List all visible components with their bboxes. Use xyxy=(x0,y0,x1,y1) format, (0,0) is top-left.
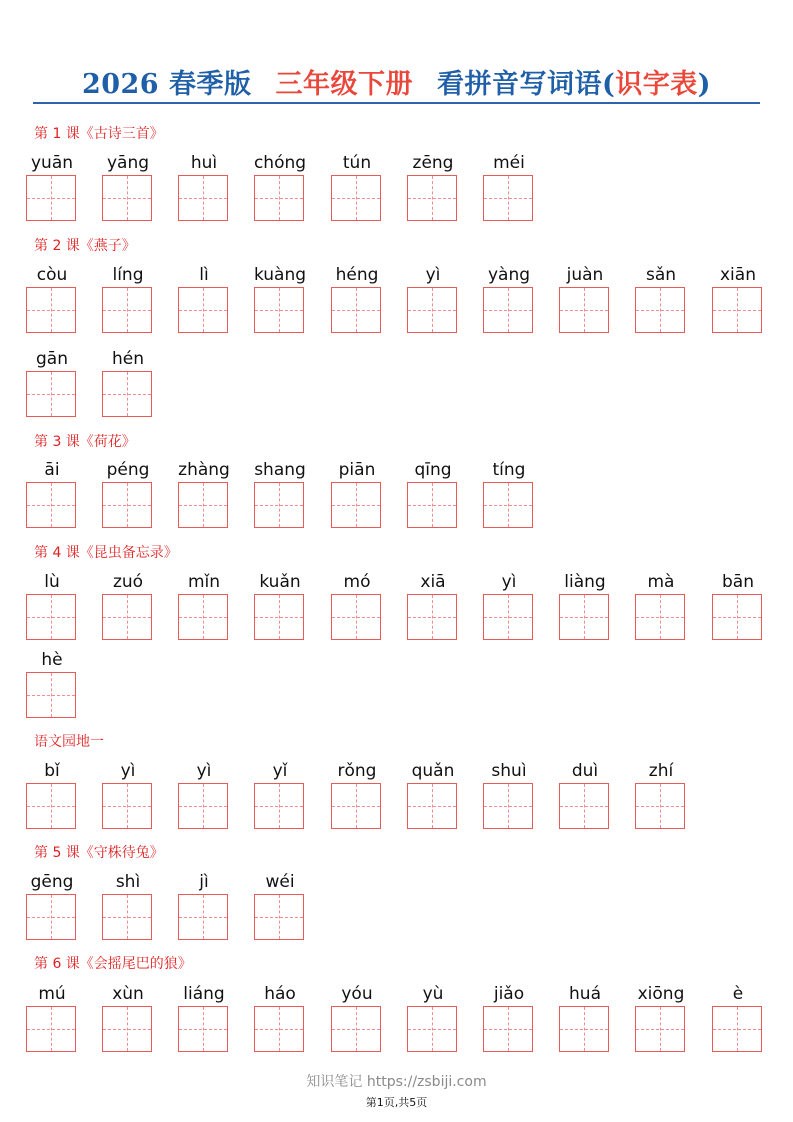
pinyin-label: yù xyxy=(422,984,444,1004)
writing-grid-box[interactable] xyxy=(483,175,533,221)
pinyin-label: yì xyxy=(196,761,212,781)
writing-grid-box[interactable] xyxy=(407,287,457,333)
writing-grid-box[interactable] xyxy=(178,287,228,333)
writing-grid-box[interactable] xyxy=(254,482,304,528)
pinyin-label: kuǎn xyxy=(259,572,301,592)
writing-grid-box[interactable] xyxy=(331,287,381,333)
writing-grid-box[interactable] xyxy=(559,287,609,333)
lesson-heading: 第 2 课《燕子》 xyxy=(34,238,136,254)
writing-grid-box[interactable] xyxy=(483,783,533,829)
pinyin-label: liáng xyxy=(183,984,225,1004)
lesson-heading: 第 5 课《守株待兔》 xyxy=(34,845,164,861)
writing-grid-box[interactable] xyxy=(483,594,533,640)
footer-site: 知识笔记 https://zsbiji.com xyxy=(306,1074,487,1090)
pinyin-label: zuó xyxy=(112,572,144,592)
writing-grid-box[interactable] xyxy=(26,594,76,640)
writing-grid-box[interactable] xyxy=(331,783,381,829)
writing-grid-box[interactable] xyxy=(26,287,76,333)
title-edition: 2026 春季版 xyxy=(81,69,252,100)
writing-grid-box[interactable] xyxy=(102,175,152,221)
writing-grid-box[interactable] xyxy=(178,482,228,528)
writing-grid-box[interactable] xyxy=(178,894,228,940)
writing-grid-box[interactable] xyxy=(254,175,304,221)
writing-grid-box[interactable] xyxy=(483,482,533,528)
writing-grid-box[interactable] xyxy=(102,894,152,940)
pinyin-label: jiǎo xyxy=(493,984,525,1004)
pinyin-label: duì xyxy=(571,761,599,781)
pinyin-label: qīng xyxy=(414,460,452,480)
writing-grid-box[interactable] xyxy=(407,783,457,829)
pinyin-label: gān xyxy=(36,349,68,369)
pinyin-label: chóng xyxy=(253,153,307,173)
pinyin-label: xiā xyxy=(420,572,446,592)
writing-grid-box[interactable] xyxy=(254,894,304,940)
pinyin-label: yǐ xyxy=(272,761,288,781)
pinyin-label: yì xyxy=(120,761,136,781)
pinyin-label: xiān xyxy=(720,265,756,285)
lesson-heading: 语文园地一 xyxy=(34,734,104,750)
writing-grid-box[interactable] xyxy=(331,594,381,640)
title-task: 看拼音写词语( xyxy=(436,69,616,100)
pinyin-label: huì xyxy=(190,153,218,173)
writing-grid-box[interactable] xyxy=(407,175,457,221)
pinyin-label: rǒng xyxy=(337,761,377,781)
pinyin-label: méi xyxy=(493,153,525,173)
writing-grid-box[interactable] xyxy=(254,287,304,333)
writing-grid-box[interactable] xyxy=(407,1006,457,1052)
pinyin-label: sǎn xyxy=(645,265,677,285)
writing-grid-box[interactable] xyxy=(559,1006,609,1052)
pinyin-label: lù xyxy=(44,572,60,592)
writing-grid-box[interactable] xyxy=(178,594,228,640)
writing-grid-box[interactable] xyxy=(712,287,762,333)
writing-grid-box[interactable] xyxy=(26,482,76,528)
pinyin-label: wéi xyxy=(265,872,295,892)
writing-grid-box[interactable] xyxy=(635,594,685,640)
writing-grid-box[interactable] xyxy=(331,482,381,528)
writing-grid-box[interactable] xyxy=(102,1006,152,1052)
writing-grid-box[interactable] xyxy=(331,1006,381,1052)
writing-grid-box[interactable] xyxy=(26,672,76,718)
writing-grid-box[interactable] xyxy=(26,783,76,829)
pinyin-label: yì xyxy=(501,572,517,592)
pinyin-label: hè xyxy=(41,650,63,670)
pinyin-label: yāng xyxy=(106,153,150,173)
writing-grid-box[interactable] xyxy=(178,783,228,829)
page-number: 第1页,共5页 xyxy=(365,1096,428,1109)
pinyin-label: kuàng xyxy=(253,265,307,285)
title-underline xyxy=(33,102,760,104)
writing-grid-box[interactable] xyxy=(254,783,304,829)
page-title xyxy=(0,68,793,102)
writing-grid-box[interactable] xyxy=(178,1006,228,1052)
pinyin-label: mú xyxy=(38,984,66,1004)
pinyin-label: zhàng xyxy=(178,460,230,480)
pinyin-label: è xyxy=(732,984,744,1004)
writing-grid-box[interactable] xyxy=(26,175,76,221)
pinyin-label: xùn xyxy=(112,984,144,1004)
writing-grid-box[interactable] xyxy=(407,482,457,528)
pinyin-label: yì xyxy=(425,265,441,285)
pinyin-label: shuì xyxy=(491,761,527,781)
title-task-highlight: 识字表 xyxy=(615,69,698,100)
pinyin-label: mà xyxy=(647,572,675,592)
writing-grid-box[interactable] xyxy=(102,783,152,829)
writing-grid-box[interactable] xyxy=(635,783,685,829)
pinyin-label: yóu xyxy=(341,984,373,1004)
pinyin-label: huá xyxy=(569,984,601,1004)
writing-grid-box[interactable] xyxy=(178,175,228,221)
pinyin-label: quǎn xyxy=(411,761,455,781)
pinyin-label: líng xyxy=(112,265,144,285)
lesson-heading: 第 4 课《昆虫备忘录》 xyxy=(34,545,178,561)
pinyin-label: héng xyxy=(335,265,379,285)
writing-grid-box[interactable] xyxy=(483,287,533,333)
title-grade: 三年级下册 xyxy=(275,69,413,100)
pinyin-label: liàng xyxy=(564,572,606,592)
pinyin-label: āi xyxy=(44,460,60,480)
pinyin-label: péng xyxy=(106,460,150,480)
writing-grid-box[interactable] xyxy=(26,1006,76,1052)
writing-grid-box[interactable] xyxy=(407,594,457,640)
writing-grid-box[interactable] xyxy=(635,1006,685,1052)
pinyin-label: yuān xyxy=(30,153,74,173)
writing-grid-box[interactable] xyxy=(26,894,76,940)
pinyin-label: tún xyxy=(342,153,372,173)
pinyin-label: tíng xyxy=(492,460,526,480)
writing-grid-box[interactable] xyxy=(712,594,762,640)
pinyin-label: shang xyxy=(254,460,306,480)
pinyin-label: mǐn xyxy=(187,572,221,592)
lesson-heading: 第 3 课《荷花》 xyxy=(34,434,136,450)
writing-grid-box[interactable] xyxy=(26,371,76,417)
pinyin-label: mó xyxy=(343,572,371,592)
pinyin-label: piān xyxy=(338,460,376,480)
writing-grid-box[interactable] xyxy=(559,783,609,829)
pinyin-label: shì xyxy=(115,872,141,892)
pinyin-label: bǐ xyxy=(44,761,60,781)
pinyin-label: xiōng xyxy=(637,984,685,1004)
writing-grid-box[interactable] xyxy=(102,287,152,333)
title-task-close: ) xyxy=(697,69,712,100)
pinyin-label: zēng xyxy=(412,153,454,173)
writing-grid-box[interactable] xyxy=(102,482,152,528)
lesson-heading: 第 6 课《会摇尾巴的狼》 xyxy=(34,956,192,972)
pinyin-label: còu xyxy=(36,265,68,285)
pinyin-label: lì xyxy=(199,265,209,285)
writing-grid-box[interactable] xyxy=(254,594,304,640)
pinyin-label: jì xyxy=(199,872,209,892)
pinyin-label: háo xyxy=(264,984,296,1004)
writing-grid-box[interactable] xyxy=(254,1006,304,1052)
writing-grid-box[interactable] xyxy=(712,1006,762,1052)
pinyin-label: gēng xyxy=(30,872,74,892)
writing-grid-box[interactable] xyxy=(635,287,685,333)
writing-grid-box[interactable] xyxy=(483,1006,533,1052)
pinyin-label: bān xyxy=(722,572,754,592)
pinyin-label: hén xyxy=(111,349,144,369)
pinyin-label: yàng xyxy=(487,265,531,285)
lesson-heading: 第 1 课《古诗三首》 xyxy=(34,126,164,142)
writing-grid-box[interactable] xyxy=(331,175,381,221)
writing-grid-box[interactable] xyxy=(102,594,152,640)
writing-grid-box[interactable] xyxy=(559,594,609,640)
pinyin-label: juàn xyxy=(566,265,604,285)
writing-grid-box[interactable] xyxy=(102,371,152,417)
pinyin-label: zhí xyxy=(648,761,674,781)
